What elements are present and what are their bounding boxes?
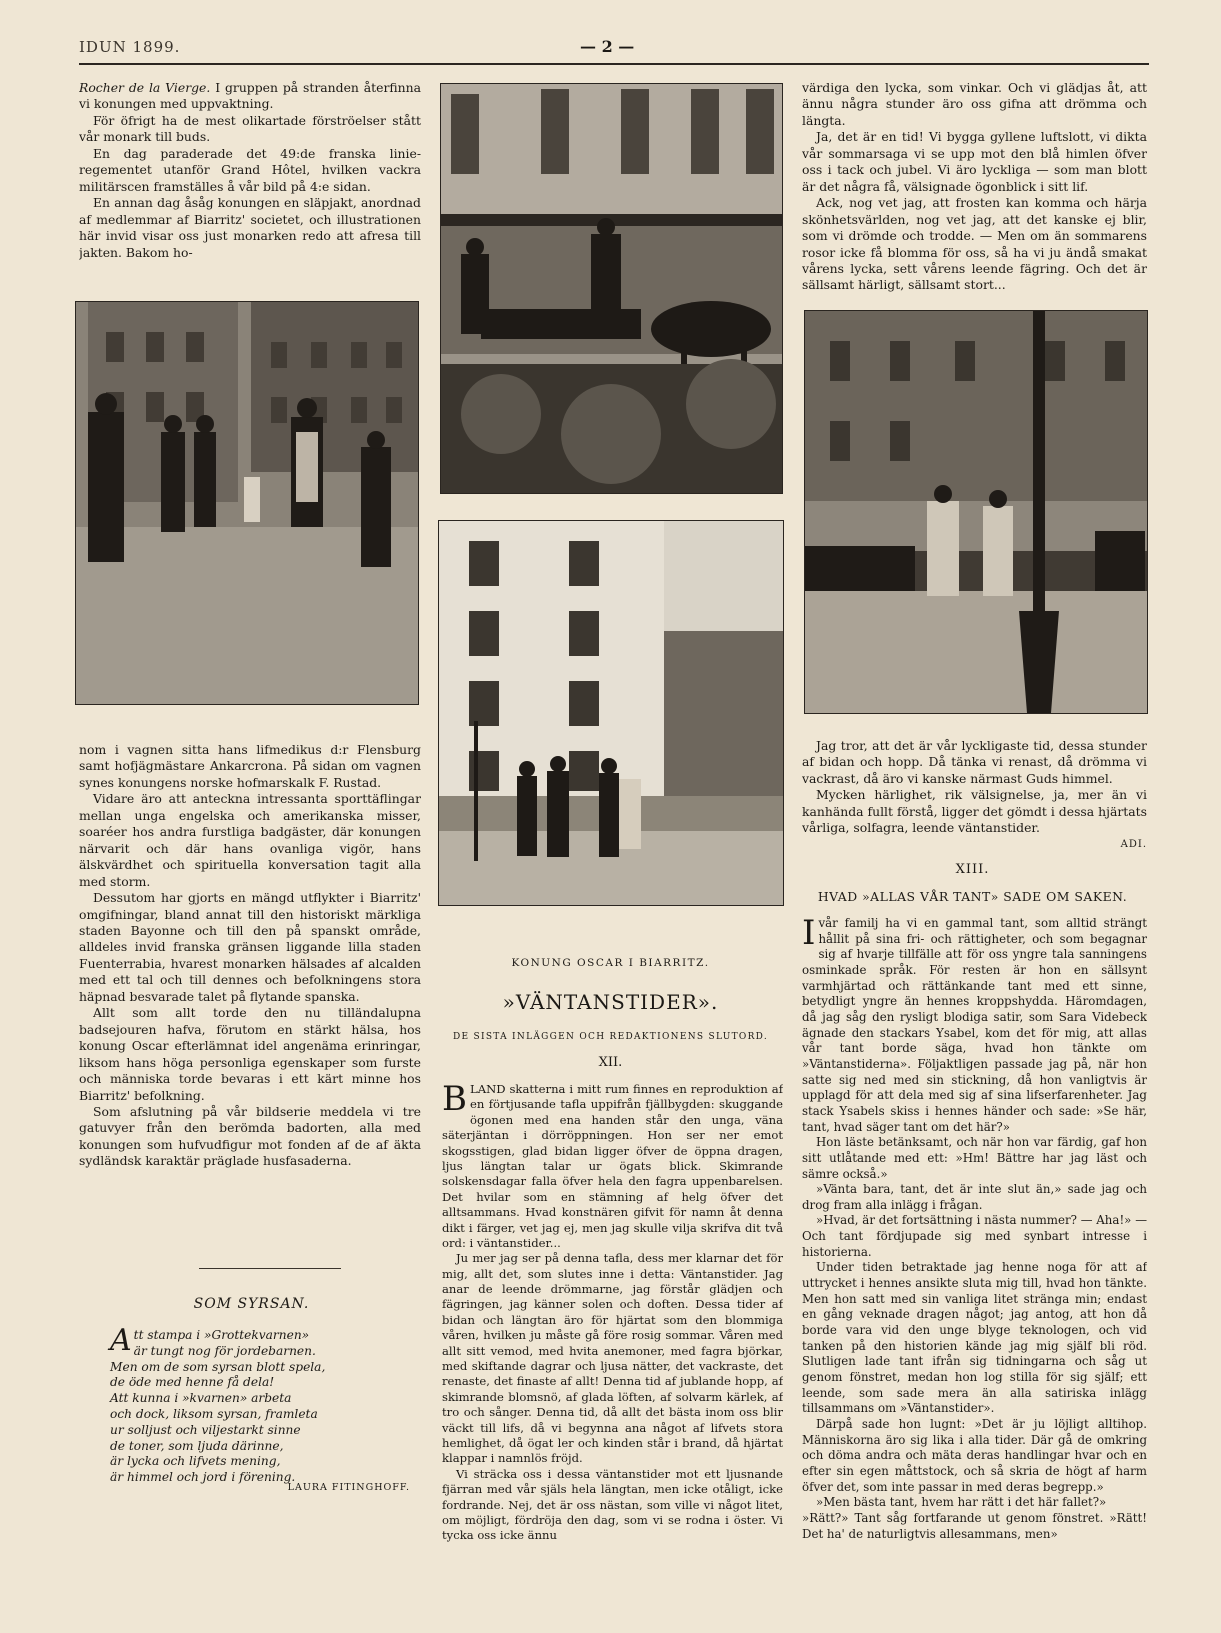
paragraph: »Men bästa tant, hvem har rätt i det här fallet?» [816,1495,1107,1510]
column-1-bottom-text [79,742,421,1262]
section-number: XIII. [955,862,990,877]
paragraph: »Hvad, är det fortsättning i nästa nummer? — Aha!» — Och tant fördjupade sig med synbart intresse i historierna. [802,1213,1147,1259]
poem-line: Men om de som syrsan blott spela, [110,1359,326,1374]
paragraph: För öfrigt ha de mest olikartade förströelser stått vår monark till buds. [79,112,421,145]
poem-line: är lycka och lifvets mening, [110,1454,281,1469]
signature: ADI. [1120,838,1147,850]
poem-line: de öde med henne få dela! [110,1375,275,1390]
poem-title: SOM SYRSAN. [193,1296,310,1312]
paragraph: Därpå sade hon lugnt: »Det är ju löjligt alltihop. Människorna äro sig lika i alla tider. Där gå de omkring och döma andra och mäta deras handlingar hvar och en efter sin egen måttstock, och så skria de högt af harm öfver det, som inte passar in med deras begrepp.» [802,1417,1147,1494]
drop-cap: I [802,916,816,953]
poem-initial: A [110,1323,132,1358]
paragraph: Jag tror, att det är vår lyckligaste tid, dessa stunder af bidan och hopp. Då tänka vi renast, då drömma vi vackrast, då äro vi kanske närmast Guds himmel. [802,738,1147,786]
section-heading: HVAD »ALLAS VÅR TANT» SADE OM SAKEN. [817,889,1128,904]
paragraph: En dag paraderade det 49:de franska linie-regementet utanför Grand Hôtel, hvilken vackra militärscen framställes å vår bild på 4:e sidan. [79,145,421,194]
paragraph: »Vänta bara, tant, det är inte slut än,» sade jag och drog fram alla inlägg i frågan. [802,1182,1147,1212]
running-header: IDUN 1899. [79,38,181,56]
column-1-top-text [79,80,421,276]
article-title: »VÄNTANSTIDER». [502,990,719,1014]
paragraph: Vidare äro att anteckna intressanta sporttäflingar mellan unga engelska och amerikanska misser, soaréer hos andra furstliga badgäster, där konungen närvarit och där hans ovanliga vigör, hans älskvärdhet och spirituella konversation tagit alla med storm. [79,791,421,889]
paragraph: värdiga den lycka, som vinkar. Och vi glädjas åt, att ännu några stunder äro oss gifna att drömma och längta. [802,80,1147,128]
photo-caption: KONUNG OSCAR I BIARRITZ. [511,957,710,969]
article-body [442,1082,783,1544]
paragraph: Mycken härlighet, rik välsignelse, ja, mer än vi kanhända fullt förstå, ligger det gömdt i dessa hjärtats vårliga, solfagra, leende väntanstider. [802,787,1147,836]
photo-carriage [440,83,783,494]
paragraph: Rocher de la Vierge. I gruppen på stranden återfinna vi konungen med uppvaktning. [79,80,421,112]
poem-line: är tungt nog för jordebarnen. [133,1343,316,1358]
poem-line: och dock, liksom syrsan, framleta [110,1406,318,1421]
photo-street-group [75,301,419,705]
paragraph: Som afslutning på vår bildserie meddela vi tre gatuvyer från den berömda badorten, alla med konungen som hufvudfigur mot fonden af de af äkta sydländsk karaktär präglade husfasaderna. [79,1103,421,1169]
separator-rule [199,1268,341,1269]
column-3-top-text [802,80,1147,302]
photo-white-house [438,520,784,906]
paragraph: Hon läste betänksamt, och när hon var färdig, gaf hon sitt utlåtande med ett: »Hm! Bättre har jag läst och sämre också.» [802,1135,1147,1181]
poem-line: de toner, som ljuda därinne, [110,1438,284,1453]
page-number: — 2 — [580,37,635,56]
paragraph: Ack, nog vet jag, att frosten kan komma och härja skönhetsvärlden, nog vet jag, att det kanske ej blir, som vi drömde och trodde. — Men om än sommarens rosor icke få blomma för oss, så ha vi ju ändå smakat vårens lycka, sett vårens leende fägring. Och det är sällsamt härligt, sällsamt stort... [802,195,1147,293]
poem-author: LAURA FITINGHOFF. [287,1482,410,1493]
paragraph: nom i vagnen sitta hans lifmedikus d:r Flensburg samt hofjägmästare Ankarcrona. På sidan om vagnen synes konungens norske hofmarskalk F. Rustad. [79,742,421,790]
drop-cap: B [442,1082,467,1119]
paragraph: Ja, det är en tid! Vi bygga gyllene luftslott, vi dikta vår sommarsaga vi se upp mot den blå himlen öfver oss i tack och jubel. Vi äro lyckliga — som man blott är det några få, välsignade ögonblick i sitt lif. [802,129,1147,194]
poem-body [110,1323,410,1486]
column-3-mid-text [802,738,1147,858]
poem-line: Att stampa i »Grottekvarnen» [110,1323,310,1358]
header-rule [79,63,1149,65]
article-part-number: XII. [598,1055,623,1070]
poem-line: ur solljust och viljestarkt sinne [110,1422,301,1437]
poem-line: Att kunna i »kvarnen» arbeta [110,1391,292,1406]
photo-street-lamp [804,310,1148,714]
paragraph: Under tiden betraktade jag henne noga för att af uttrycket i hennes ansikte sluta mig till, hvad hon tänkte. Men hon satt med sin vanliga litet stränga min; endast en gång veknade dragen något; jag antog, att hon då borde vara vid den unge blyge teknologen, och vid tanken på den historien kände jag mig själf bli röd. Slutligen lade tant ifrån sig tidningarna och såg ut genom fönstret, medan hon log stilla för sig själf; ett leende, som sade mera än alla satiriska inlägg tillsammans om »Väntanstider». [802,1260,1147,1416]
paragraph: Vi sträcka oss i dessa väntanstider mot ett ljusnande fjärran med vår själs hela längtan, men icke otåligt, icke fordrande. Nej, det är oss nästan, som ville vi något litet, om möjligt, fördröja den dag, som vi se rodna i öster. Vi tycka oss icke ännu [442,1466,783,1543]
paragraph: Ju mer jag ser på denna tafla, dess mer klarnar det för mig, allt det, som slutes inne i detta: Väntanstider. Jag anar de leende drömmarne, jag förstår glädjen och fägringen, jag känner solen och doften. Dessa tider af bidan och längtan äro för hjärtat som den blommiga våren, hvilken ju måste gå före rosig sommar. Våren med allt sitt vemod, med hvita anemoner, med fagra björkar, med skiftande dagrar och ljusa nätter, det vackraste, det renaste, det finaste af allt! Denna tid af jublande hopp, af skimrande blomsnö, af glada löften, af solvarm kärlek, af tro och sånger. Denna tid, då allt det bästa inom oss blir väckt till lifs, då vi begynna ana något af lifvets stora hemlighet, då ögat ler och kinden står i brand, då hjärtat klappar i namnlös fröjd. [442,1251,783,1466]
poem-line: är himmel och jord i förening. [110,1470,296,1485]
paragraph: BLAND skatterna i mitt rum finnes en reproduktion af en förtjusande tafla uppifrån fjällbygden: skuggande ögonen med ena handen står den unga, väna säterjäntan i dörröppningen. Hon ser ner emot skogsstigen, glad bidan ligger öfver de öppna dragen, ljus längtan talar ur ögats blick. Skimrande solskensdagar falla öfver hela den fagra uppenbarelsen. Det hvilar som en stämning af helg öfver det alltsammans. Hvad konstnären gifvit för namn åt denna dikt i färger, vet jag ej, men jag skulle vilja skrifva dit två ord: i väntanstider... [442,1082,783,1250]
paragraph: Ivår familj ha vi en gammal tant, som alltid strängt hållit på sina fri- och rättigheter, och som begagnar sig af hvarje tillfälle att för oss yngre tala sanningens osminkade språk. För resten är hon en sällsynt varmhjärtad och rättänkande tant med ett sinne, betydligt yngre än hennes kroppshydda. Häromdagen, då jag såg den rysligt blodiga satir, som Sara Videbeck ägnade den stackars Ysabel, kom det för mig, att allas vår tant borde säga, hvad hon tänkte om »Väntanstiderna». Följaktligen passade jag på, när hon satte sig ned med sin stickning, då hon vanligtvis är upplagd för att dela med sig af sina lifserfarenheter. Jag stack Ysabels skiss i hennes händer och sade: »Se här, tant, hvad säger tant om det här?» [802,916,1147,1134]
paragraph: Allt som allt torde den nu tilländalupna badsejouren hafva, förutom en stärkt hälsa, hos konung Oscar efterlämnat idel angenäma erinringar, liksom hans höga personliga egenskaper som furste och människa torde bevaras i ett kärt minne hos Biarritz' befolkning. [79,1005,421,1103]
paragraph: Dessutom har gjorts en mängd utflykter i Biarritz' omgifningar, bland annat till den historiskt märkliga staden Bayonne och till den på spanskt område, alldeles invid franska gränsen liggande lilla staden Fuenterrabia, hvarest monarken hälsades af alcalden med ett tal och till dennes och befolkningens stora häpnad besvarade talet på flytande spanska. [79,890,421,1004]
article-subtitle: DE SISTA INLÄGGEN OCH REDAKTIONENS SLUTORD. [452,1032,769,1042]
paragraph: »Rätt?» Tant såg fortfarande ut genom fönstret. »Rätt! Det ha' de naturligtvis allesammans, men» [802,1510,1147,1541]
column-3-bottom-text [802,916,1147,1544]
paragraph: En annan dag åsåg konungen en släpjakt, anordnad af medlemmar af Biarritz' societet, och illustrationen här invid visar oss just monarken redo att afresa till jakten. Bakom ho- [79,195,421,260]
